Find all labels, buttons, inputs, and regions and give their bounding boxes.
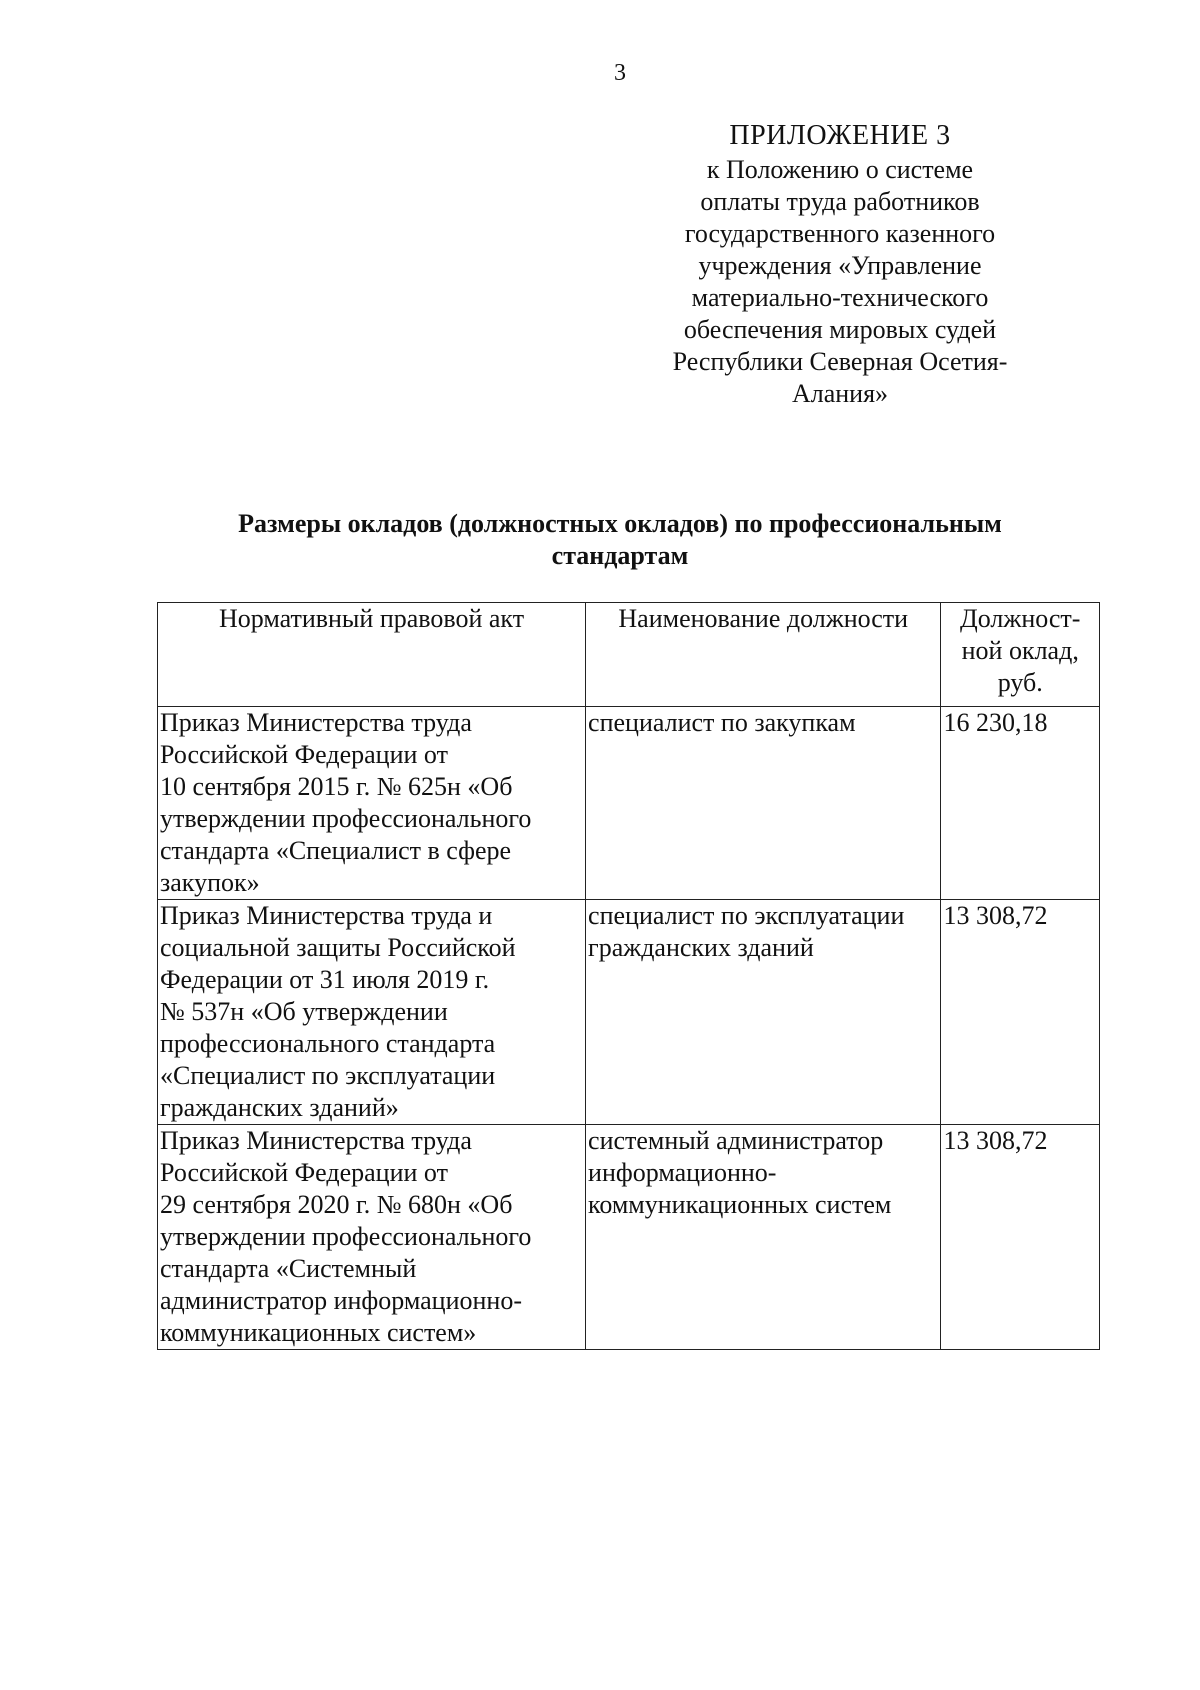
document-heading bbox=[140, 508, 1100, 572]
header-act: Нормативный правовой акт bbox=[158, 603, 586, 707]
act-line: коммуникационных систем» bbox=[160, 1318, 477, 1347]
act-line: администратор информационно- bbox=[160, 1286, 522, 1315]
appendix-line: Республики Северная Осетия- bbox=[672, 347, 1008, 376]
heading-line: Размеры окладов (должностных окладов) по профессиональным bbox=[238, 509, 1002, 538]
cell-salary: 13 308,72 bbox=[941, 1125, 1100, 1350]
cell-position bbox=[586, 900, 941, 1125]
appendix-line: обеспечения мировых судей bbox=[683, 315, 997, 344]
act-line: Российской Федерации от bbox=[160, 740, 448, 769]
header-salary-line: руб. bbox=[997, 668, 1043, 697]
position-line: системный администратор bbox=[588, 1126, 884, 1155]
appendix-line: государственного казенного bbox=[684, 219, 996, 248]
appendix-line: материально-технического bbox=[691, 283, 989, 312]
position-line: специалист по эксплуатации bbox=[588, 901, 905, 930]
table-header-row bbox=[158, 603, 1100, 707]
act-line: Приказ Министерства труда и bbox=[160, 901, 493, 930]
cell-salary: 13 308,72 bbox=[941, 900, 1100, 1125]
cell-position bbox=[586, 1125, 941, 1350]
page-number: 3 bbox=[614, 60, 626, 86]
act-line: Федерации от 31 июля 2019 г. bbox=[160, 965, 490, 994]
act-line: 10 сентября 2015 г. № 625н «Об bbox=[160, 772, 513, 801]
position-line: специалист по закупкам bbox=[588, 708, 856, 737]
table-row bbox=[158, 900, 1100, 1125]
act-line: 29 сентября 2020 г. № 680н «Об bbox=[160, 1190, 513, 1219]
appendix-block bbox=[660, 120, 1020, 410]
header-salary-line: Должност- bbox=[959, 604, 1081, 633]
act-line: стандарта «Системный bbox=[160, 1254, 417, 1283]
act-line: социальной защиты Российской bbox=[160, 933, 516, 962]
appendix-line: учреждения «Управление bbox=[698, 251, 982, 280]
cell-act bbox=[158, 900, 586, 1125]
table-row bbox=[158, 1125, 1100, 1350]
act-line: закупок» bbox=[160, 868, 260, 897]
cell-act bbox=[158, 1125, 586, 1350]
act-line: профессионального стандарта bbox=[160, 1029, 496, 1058]
act-line: гражданских зданий» bbox=[160, 1093, 399, 1122]
position-line: гражданских зданий bbox=[588, 933, 814, 962]
salary-table bbox=[157, 602, 1100, 1350]
act-line: стандарта «Специалист в сфере bbox=[160, 836, 512, 865]
appendix-line: к Положению о системе bbox=[706, 155, 974, 184]
act-line: Приказ Министерства труда bbox=[160, 708, 472, 737]
act-line: утверждении профессионального bbox=[160, 804, 532, 833]
header-salary bbox=[941, 603, 1100, 707]
act-line: утверждении профессионального bbox=[160, 1222, 532, 1251]
act-line: № 537н «Об утверждении bbox=[160, 997, 448, 1026]
act-line: «Специалист по эксплуатации bbox=[160, 1061, 496, 1090]
act-line: Приказ Министерства труда bbox=[160, 1126, 472, 1155]
appendix-line: оплаты труда работников bbox=[700, 187, 980, 216]
position-line: информационно- bbox=[588, 1158, 777, 1187]
appendix-title: ПРИЛОЖЕНИЕ 3 bbox=[729, 120, 951, 151]
table-row bbox=[158, 707, 1100, 900]
cell-act bbox=[158, 707, 586, 900]
cell-position bbox=[586, 707, 941, 900]
appendix-line: Алания» bbox=[791, 379, 889, 408]
header-salary-line: ной оклад, bbox=[961, 636, 1079, 665]
cell-salary: 16 230,18 bbox=[941, 707, 1100, 900]
heading-line: стандартам bbox=[551, 541, 689, 570]
act-line: Российской Федерации от bbox=[160, 1158, 448, 1187]
header-position: Наименование должности bbox=[586, 603, 941, 707]
position-line: коммуникационных систем bbox=[588, 1190, 892, 1219]
